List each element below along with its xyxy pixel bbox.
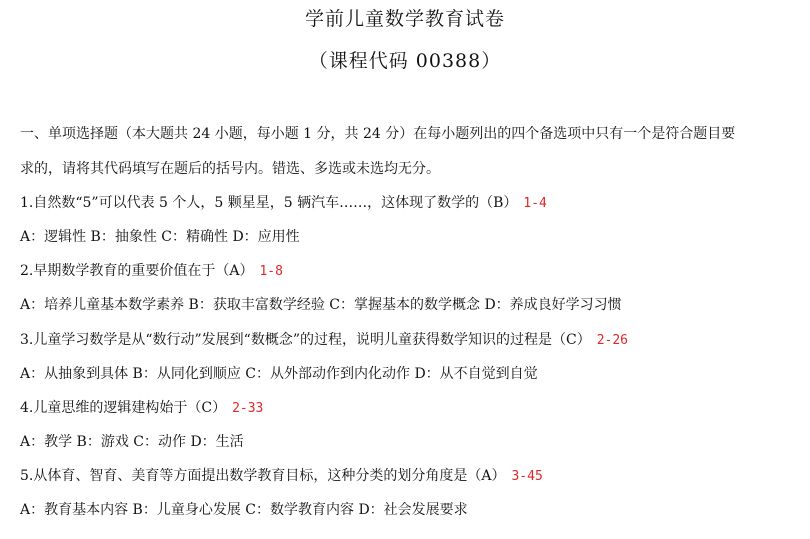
question-1-options: A：逻辑性 B：抽象性 C：精确性 D：应用性	[20, 229, 300, 245]
question-5-options: A：教育基本内容 B：儿童身心发展 C：数学教育内容 D：社会发展要求	[20, 502, 468, 518]
question-2-text: 2.早期数学教育的重要价值在于（A）	[20, 263, 254, 279]
question-5	[20, 467, 805, 486]
question-4-options: A：教学 B：游戏 C：动作 D：生活	[20, 434, 244, 450]
question-3	[20, 331, 805, 350]
course-code-subtitle: （课程代码 00388）	[308, 50, 502, 72]
question-4-reference: 2-33	[232, 401, 264, 416]
question-5-reference: 3-45	[511, 469, 543, 484]
question-1	[20, 194, 805, 213]
question-4-text: 4.儿童思维的逻辑建构始于（C）	[20, 400, 227, 416]
question-1-text: 1.自然数“5”可以代表 5 个人，5 颗星星，5 辆汽车……，这体现了数学的（B）	[20, 195, 518, 211]
section-instructions-line-2: 求的，请将其代码填写在题后的括号内。错选、多选或未选均无分。	[20, 161, 440, 177]
question-5-text: 5.从体育、智育、美育等方面提出数学教育目标，这种分类的划分角度是（A）	[20, 468, 506, 484]
question-2-reference: 1-8	[259, 264, 283, 279]
question-3-reference: 2-26	[596, 333, 629, 348]
question-3-text: 3.儿童学习数学是从“数行动”发展到“数概念”的过程，说明儿童获得数学知识的过程是（C）	[20, 332, 591, 348]
question-2	[20, 262, 805, 281]
question-3-options: A：从抽象到具体 B：从同化到顺应 C：从外部动作到内化动作 D：从不自觉到自觉	[20, 366, 538, 382]
question-4	[20, 399, 805, 418]
section-instructions-line-1: 一、单项选择题（本大题共 24 小题，每小题 1 分，共 24 分）在每小题列出的四个备选项中只有一个是符合题目要	[20, 126, 736, 142]
document-title: 学前儿童数学教育试卷	[304, 8, 505, 30]
question-2-options: A：培养儿童基本数学素养 B：获取丰富数学经验 C：掌握基本的数学概念 D：养成良好学习习惯	[20, 297, 622, 313]
question-1-reference: 1-4	[523, 196, 547, 211]
